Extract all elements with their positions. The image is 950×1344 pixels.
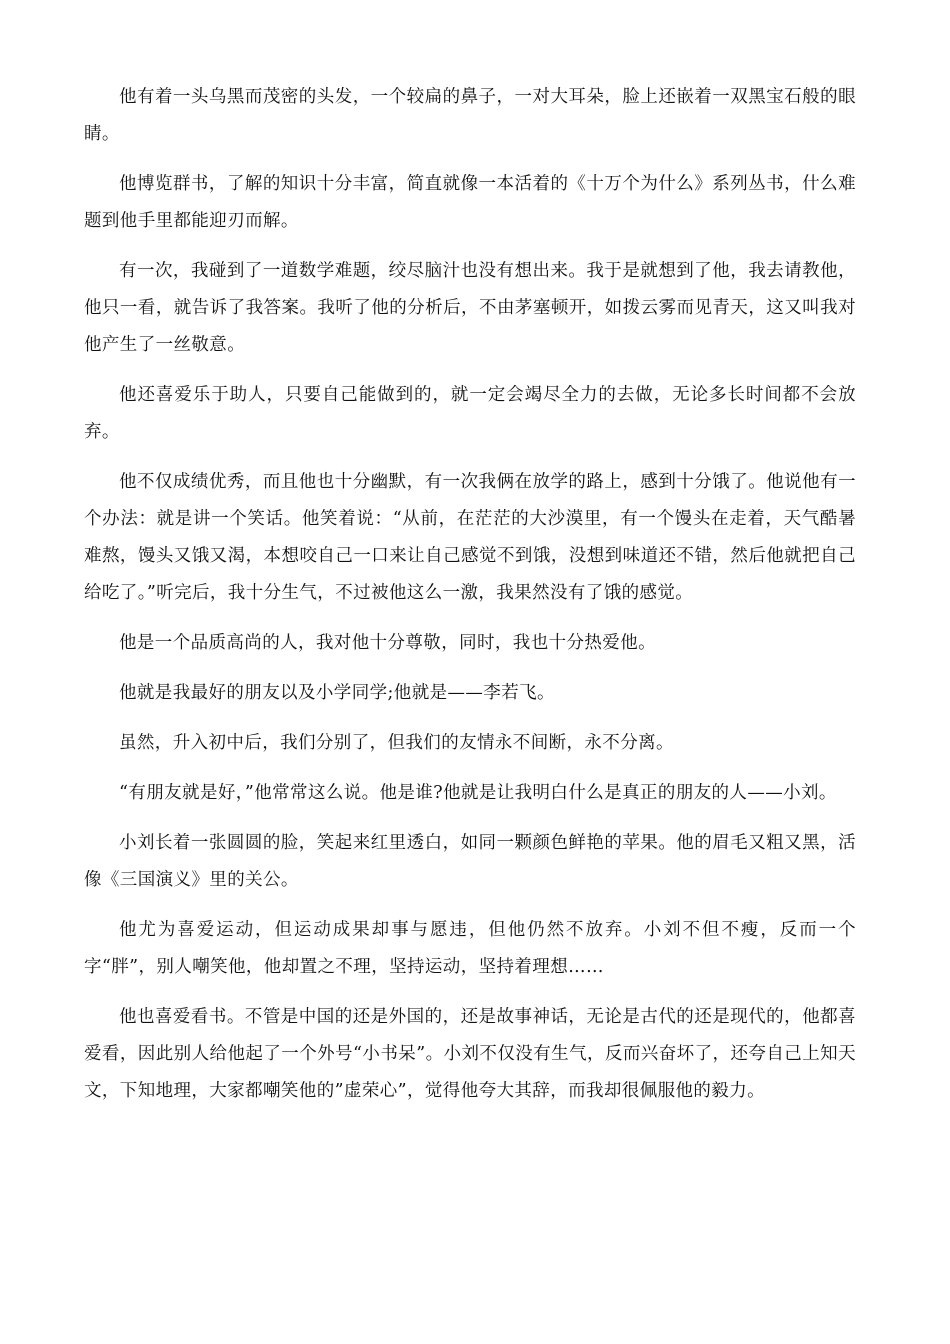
paragraph: 小刘长着一张圆圆的脸，笑起来红里透白，如同一颗颜色鲜艳的苹果。他的眉毛又粗又黑，活像《三国演义》里的关公。 — [84, 833, 856, 890]
paragraph: 他不仅成绩优秀，而且他也十分幽默，有一次我俩在放学的路上，感到十分饿了。他说他有一个办法：就是讲一个笑话。他笑着说：“从前，在茫茫的大沙漠里，有一个馒头在走着，天气酷暑难熬，馒头又饿又渴，本想咬自己一口来让自己感觉不到饿，没想到味道还不错，然后他就把自己给吃了。”听完后，我十分生气，不过被他这么一激，我果然没有了饿的感觉。 — [84, 472, 856, 603]
paragraph: 他是一个品质高尚的人，我对他十分尊敬，同时，我也十分热爱他。 — [119, 633, 656, 653]
paragraph: 他有着一头乌黑而茂密的头发，一个较扁的鼻子，一对大耳朵，脸上还嵌着一双黑宝石般的眼睛。 — [84, 87, 856, 144]
paragraph: “有朋友就是好，”他常常这么说。他是谁?他就是让我明白什么是真正的朋友的人——小刘。 — [119, 783, 837, 803]
document-body — [84, 79, 856, 1123]
paragraph: 他博览群书，了解的知识十分丰富，简直就像一本活着的《十万个为什么》系列丛书，什么难题到他手里都能迎刃而解。 — [84, 174, 856, 231]
paragraph: 他也喜爱看书。不管是中国的还是外国的，还是故事神话，无论是古代的还是现代的，他都喜爱看，因此别人给他起了一个外号“小书呆”。小刘不仅没有生气，反而兴奋坏了，还夸自己上知天文，下知地理，大家都嘲笑他的”虚荣心”，觉得他夸大其辞，而我却很佩服他的毅力。 — [84, 1007, 856, 1101]
paragraph: 他就是我最好的朋友以及小学同学;他就是——李若飞。 — [119, 683, 555, 703]
paragraph: 虽然，升入初中后，我们分别了，但我们的友情永不间断，永不分离。 — [119, 733, 674, 753]
paragraph: 他还喜爱乐于助人，只要自己能做到的，就一定会竭尽全力的去做，无论多长时间都不会放弃。 — [84, 385, 856, 442]
paragraph: 他尤为喜爱运动，但运动成果却事与愿违，但他仍然不放弃。小刘不但不瘦，反而一个字“胖”，别人嘲笑他，他却置之不理，坚持运动，坚持着理想…… — [84, 920, 856, 977]
paragraph: 有一次，我碰到了一道数学难题，绞尽脑汁也没有想出来。我于是就想到了他，我去请教他，他只一看，就告诉了我答案。我听了他的分析后，不由茅塞顿开，如拨云雾而见青天，这又叫我对他产生了一丝敬意。 — [84, 261, 856, 355]
